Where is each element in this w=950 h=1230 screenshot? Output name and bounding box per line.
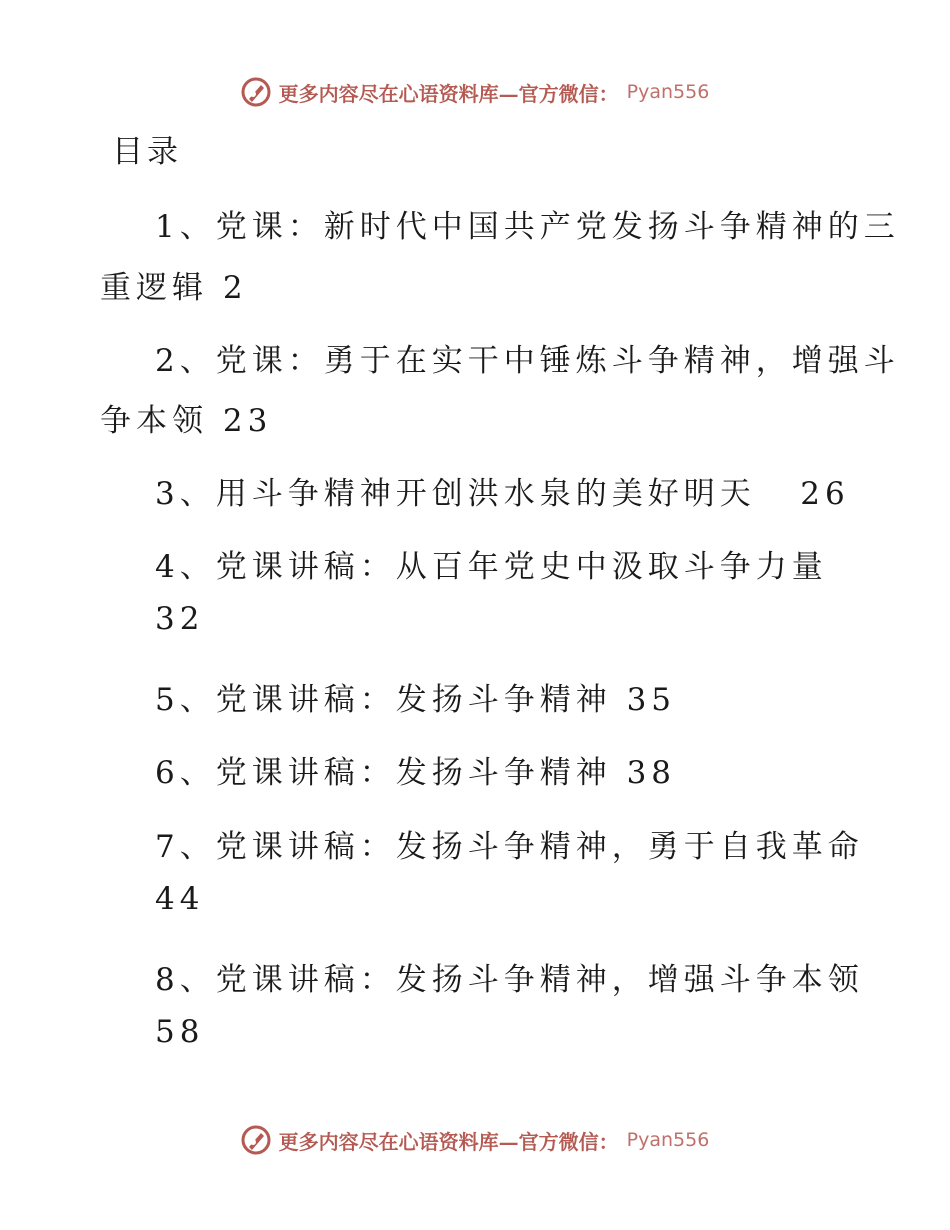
toc-entry-1-line-2: 重逻辑 2 xyxy=(100,270,248,306)
pen-logo-icon xyxy=(241,1125,271,1155)
toc-entry-1-line-1: 1、党课：新时代中国共产党发扬斗争精神的三 xyxy=(155,209,900,245)
page-title: 目录 xyxy=(112,134,182,170)
toc-entry-4-line-2: 32 xyxy=(155,601,205,637)
toc-entry-2-line-2: 争本领 23 xyxy=(100,403,273,439)
footer-banner xyxy=(0,1120,950,1160)
header-banner-text: 更多内容尽在心语资料库—官方微信： xyxy=(278,81,619,106)
pen-logo-icon xyxy=(241,77,271,107)
toc-entry-5: 5、党课讲稿：发扬斗争精神 35 xyxy=(155,682,677,718)
header-banner xyxy=(0,72,950,112)
footer-wechat-id: Pyan556 xyxy=(626,1129,710,1151)
toc-entry-2-line-1: 2、党课：勇于在实干中锤炼斗争精神，增强斗 xyxy=(155,343,900,379)
toc-entry-4-line-1: 4、党课讲稿：从百年党史中汲取斗争力量 xyxy=(155,549,828,585)
footer-banner-text: 更多内容尽在心语资料库—官方微信： xyxy=(278,1129,619,1154)
toc-entry-6: 6、党课讲稿：发扬斗争精神 38 xyxy=(155,755,677,791)
toc-entry-7-line-2: 44 xyxy=(155,881,205,917)
toc-entry-8-line-1: 8、党课讲稿：发扬斗争精神，增强斗争本领 xyxy=(155,962,864,998)
toc-entry-8-line-2: 58 xyxy=(155,1014,205,1050)
toc-entry-3: 3、用斗争精神开创洪水泉的美好明天 26 xyxy=(155,476,850,512)
header-wechat-id: Pyan556 xyxy=(626,81,710,103)
toc-entry-7-line-1: 7、党课讲稿：发扬斗争精神，勇于自我革命 xyxy=(155,829,864,865)
